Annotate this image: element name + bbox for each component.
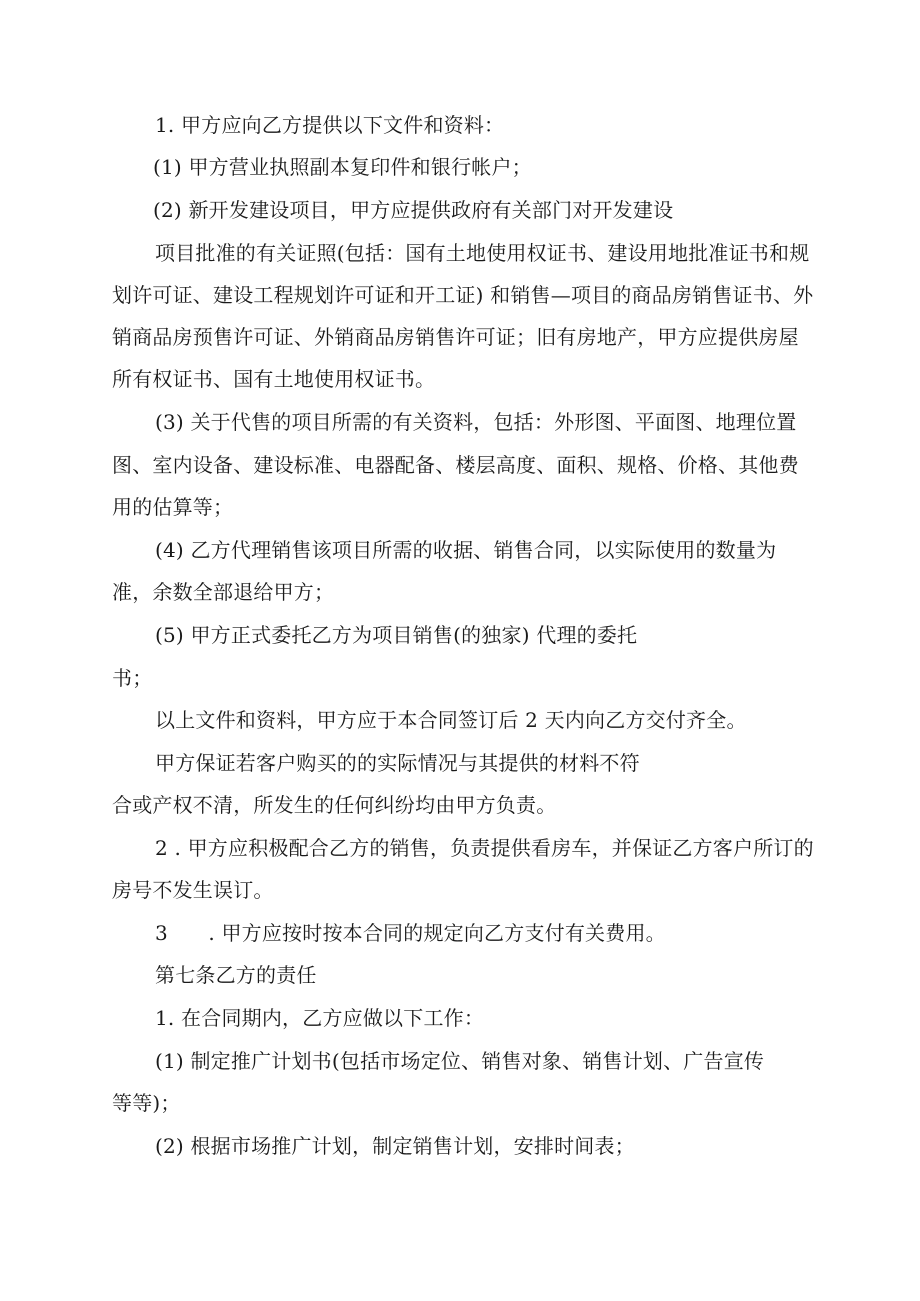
text-line: (2) 根据市场推广计划，制定销售计划，安排时间表； <box>155 1134 635 1158</box>
text-line: 项目批准的有关证照(包括：国有土地使用权证书、建设用地批准证书和规 <box>155 241 810 265</box>
text-line: (5) 甲方正式委托乙方为项目销售(的独家) 代理的委托 <box>155 623 638 647</box>
text-line: 图、室内设备、建设标准、电器配备、楼层高度、面积、规格、价格、其他费 <box>112 453 799 477</box>
text-line: 准，余数全部退给甲方； <box>112 580 335 604</box>
text-line: 划许可证、建设工程规划许可证和开工证) 和销售—项目的商品房销售证书、外 <box>112 283 814 307</box>
text-line: (1) 制定推广计划书(包括市场定位、销售对象、销售计划、广告宣传 <box>155 1049 765 1073</box>
text-line: 3 . 甲方应按时按本合同的规定向乙方支付有关费用。 <box>155 921 666 945</box>
text-line: 合或产权不清，所发生的任何纠纷均由甲方负责。 <box>112 793 557 817</box>
text-line: 第七条乙方的责任 <box>155 963 317 987</box>
text-line: 用的估算等； <box>112 495 234 519</box>
text-line: 以上文件和资料，甲方应于本合同签订后 2 天内向乙方交付齐全。 <box>155 708 747 732</box>
text-line: 房号不发生误订。 <box>112 878 274 902</box>
text-line: 书； <box>112 666 153 690</box>
text-line: 甲方保证若客户购买的的实际情况与其提供的材料不符 <box>155 751 640 775</box>
text-line: (2) 新开发建设项目，甲方应提供政府有关部门对开发建设 <box>153 198 674 222</box>
text-line: (4) 乙方代理销售该项目所需的收据、销售合同，以实际使用的数量为 <box>155 538 777 562</box>
text-line: 2 . 甲方应积极配合乙方的销售，负责提供看房车，并保证乙方客户所订的 <box>155 836 814 860</box>
text-line: (3) 关于代售的项目所需的有关资料，包括：外形图、平面图、地理位置 <box>155 410 797 434</box>
text-line: 1. 甲方应向乙方提供以下文件和资料： <box>155 113 505 137</box>
text-line: (1) 甲方营业执照副本复印件和银行帐户； <box>153 155 532 179</box>
text-line: 等等)； <box>112 1091 181 1115</box>
text-line: 1. 在合同期内，乙方应做以下工作： <box>155 1006 485 1030</box>
text-line: 所有权证书、国有土地使用权证书。 <box>112 367 436 391</box>
text-line: 销商品房预售许可证、外销商品房销售许可证；旧有房地产，甲方应提供房屋 <box>112 325 799 349</box>
